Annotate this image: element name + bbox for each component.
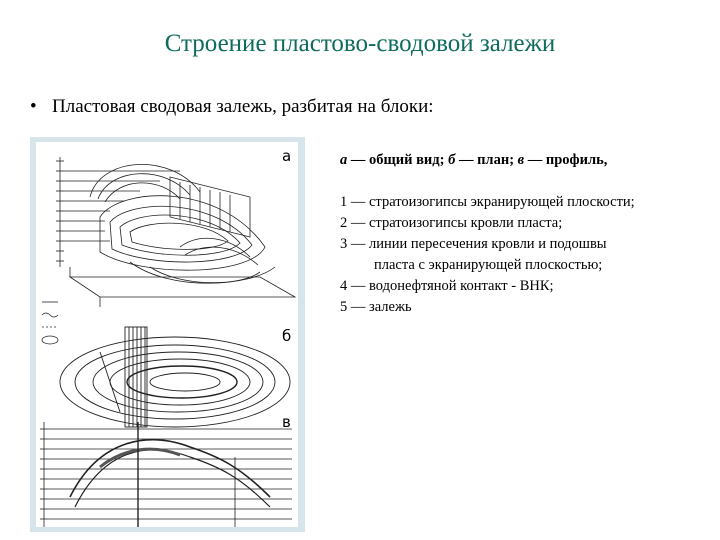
legend-key-v: в [517,152,525,168]
legend-item: 2 — стратоизогипсы кровли пласта; [340,215,563,231]
panel-label-a: а [282,147,292,165]
legend-item: 3 — линии пересечения кровли и подошвы [340,236,607,252]
legend-item: пласта с экранирующей плоскостью; [374,257,603,273]
bullet-text: Пластовая сводовая залежь, разбитая на блоки: [52,96,434,117]
legend-item: 5 — залежь [340,299,412,315]
legend-text-v: — профиль, [524,152,608,168]
panel-label-b: б [282,327,292,345]
legend-key-b: б [448,152,456,168]
legend-separator: ; [439,152,449,168]
panel-label-v: в [282,413,291,431]
legend-header [340,150,715,171]
legend-key-a: а [340,152,348,168]
bullet-item [30,96,434,118]
legend-separator: ; [509,152,518,168]
figure-drawing [30,137,305,532]
legend-item: 4 — водонефтяной контакт - ВНК; [340,278,554,294]
figure-legend [340,150,715,318]
slide-title: Строение пластово-сводовой залежи [164,30,556,57]
geology-figure [30,137,305,532]
legend-text-b: — план [455,152,510,168]
legend-text-a: — общий вид [347,152,440,168]
legend-item: 1 — стратоизогипсы экранирующей плоскости; [340,194,635,210]
bullet-icon: • [30,96,37,117]
